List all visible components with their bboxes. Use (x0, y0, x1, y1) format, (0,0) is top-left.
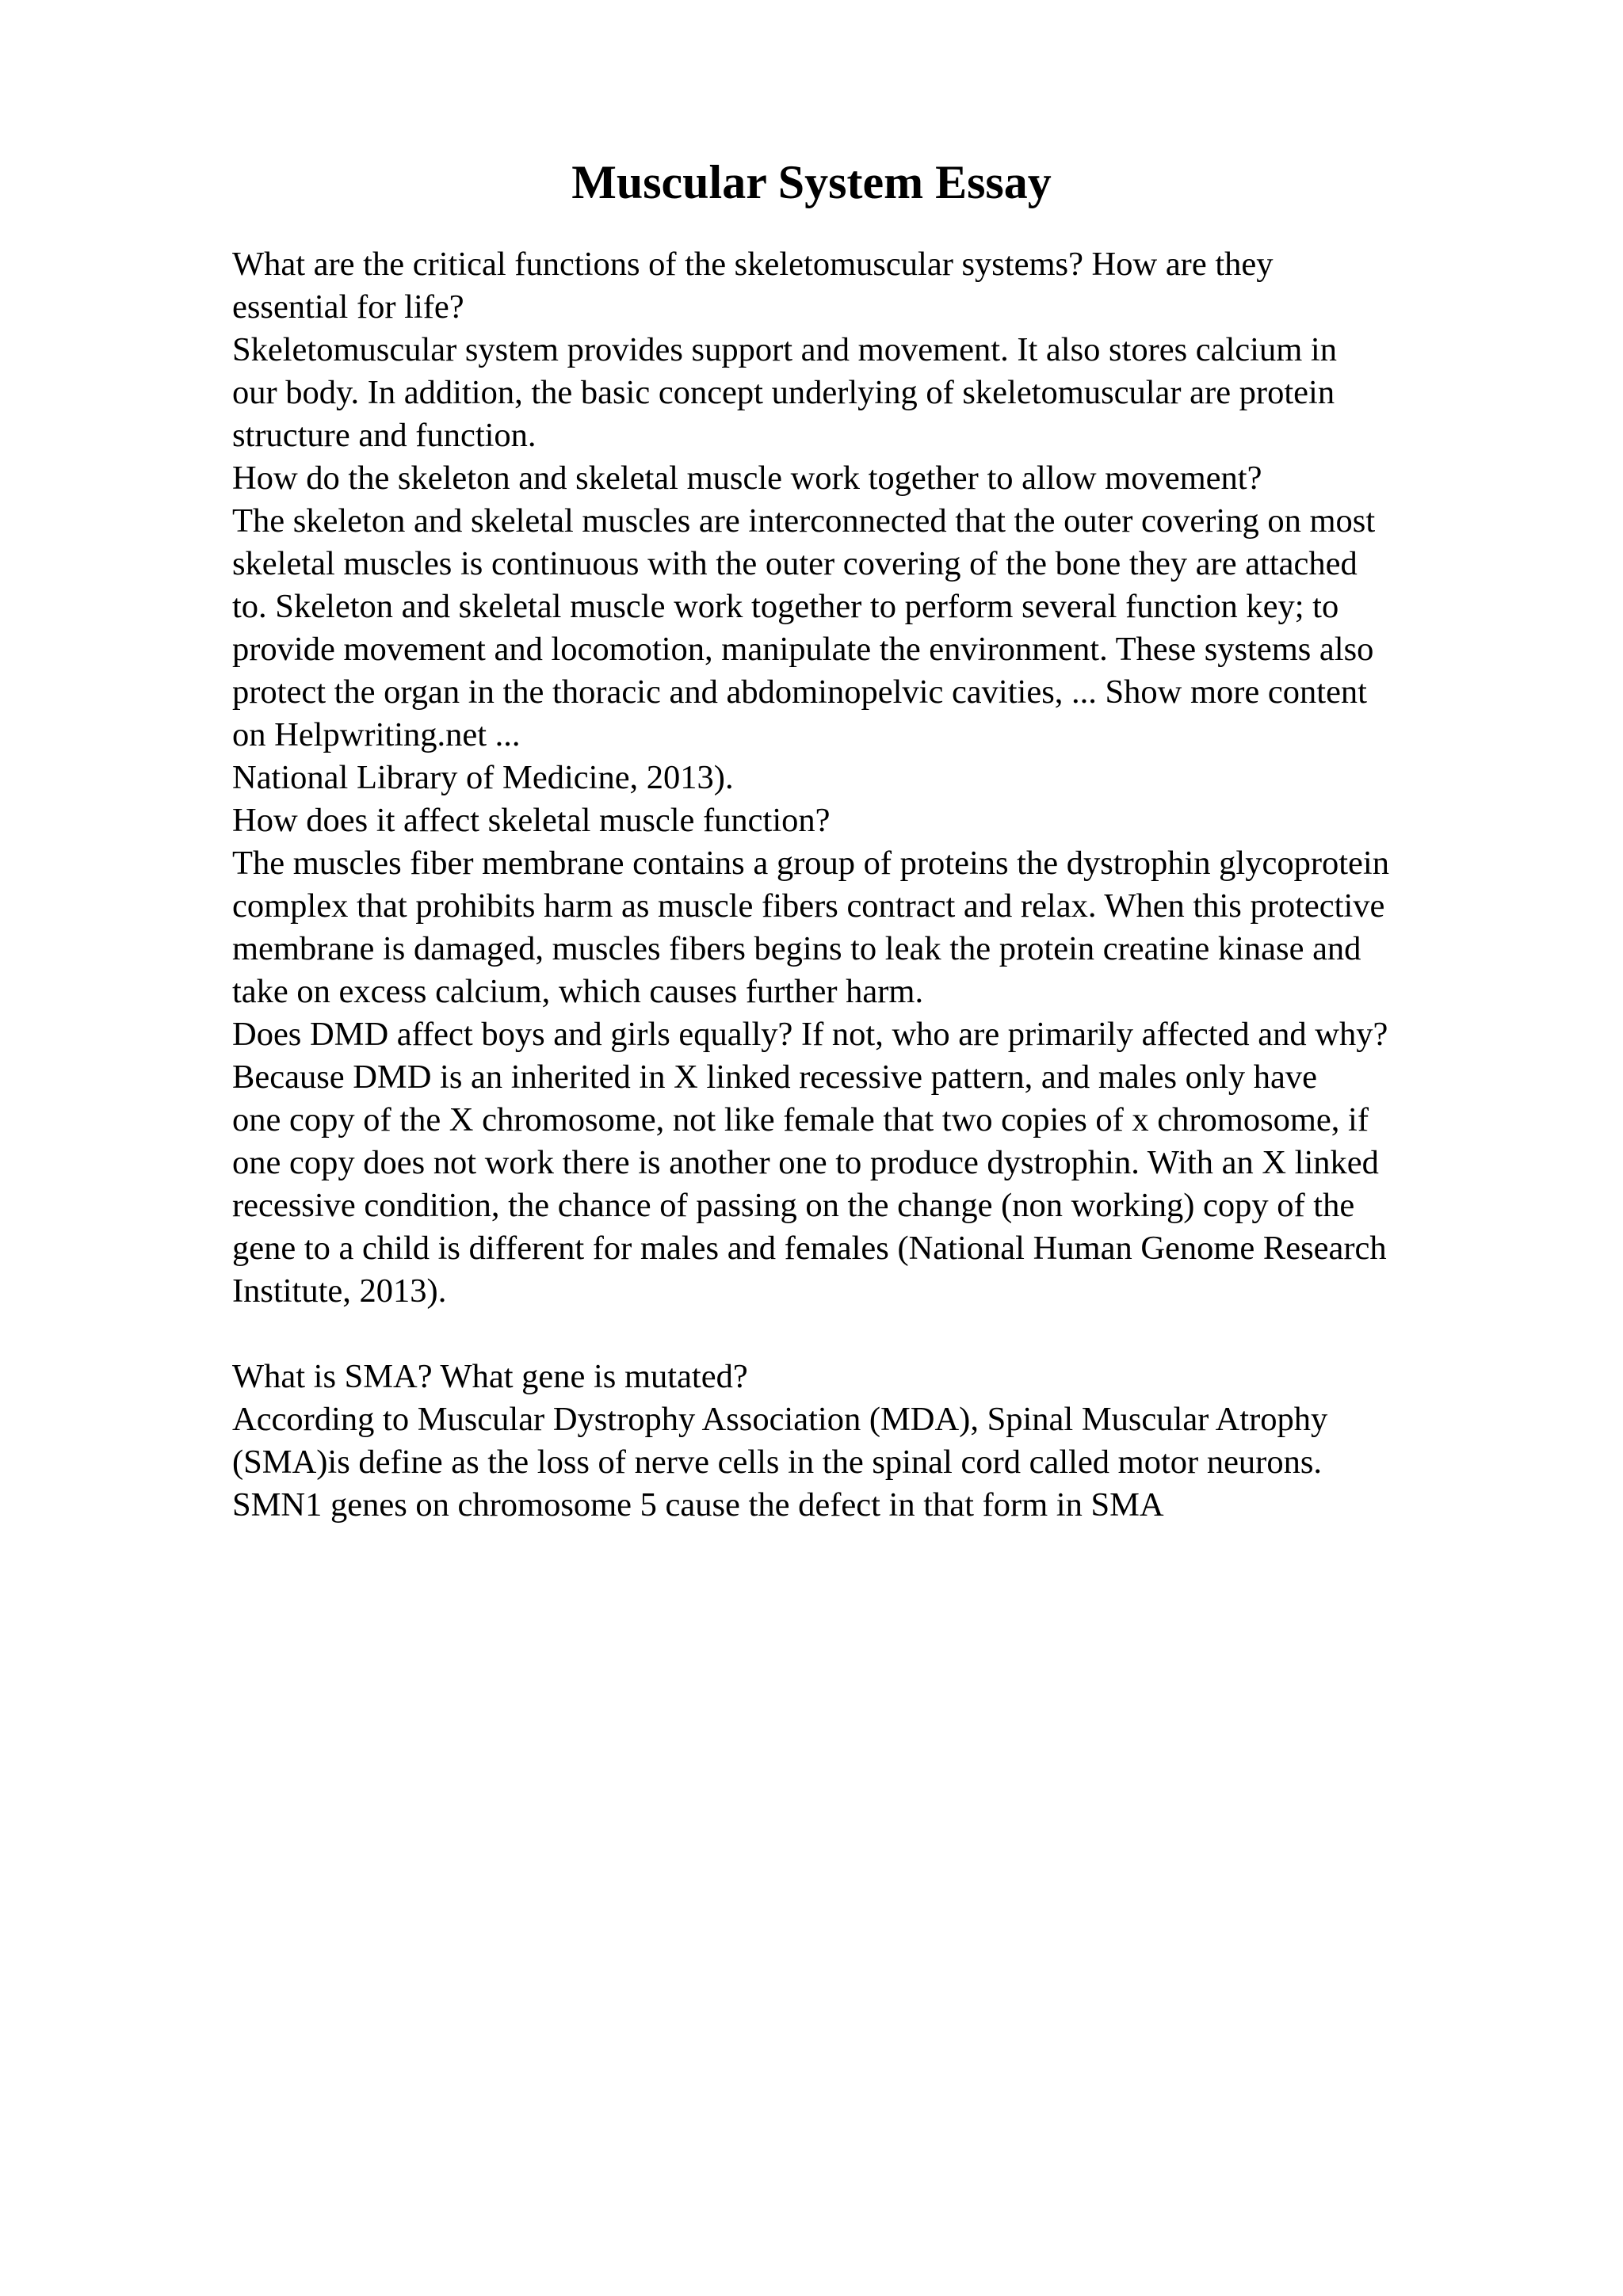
body-line: to. Skeleton and skeletal muscle work together to perform several function key; to (232, 588, 1339, 625)
blank-line (232, 1313, 1532, 1356)
document-title: Muscular System Essay (571, 156, 1052, 208)
body-line: What is SMA? What gene is mutated? (232, 1358, 748, 1395)
body-line: one copy of the X chromosome, not like female that two copies of x chromosome, if (232, 1101, 1369, 1138)
body-line: on Helpwriting.net ... (232, 716, 521, 753)
body-line: skeletal muscles is continuous with the outer covering of the bone they are attached (232, 545, 1358, 582)
body-line: one copy does not work there is another one to produce dystrophin. With an X linked (232, 1144, 1379, 1181)
body-line: Because DMD is an inherited in X linked recessive pattern, and males only have (232, 1058, 1318, 1096)
body-line: membrane is damaged, muscles fibers begins to leak the protein creatine kinase and (232, 930, 1361, 967)
body-line: (SMA)is define as the loss of nerve cells in the spinal cord called motor neurons. (232, 1444, 1323, 1481)
body-line: Institute, 2013). (232, 1272, 447, 1310)
document-body (232, 243, 1532, 1527)
body-line: Skeletomuscular system provides support and movement. It also stores calcium in (232, 331, 1337, 368)
body-line: take on excess calcium, which causes further harm. (232, 973, 924, 1010)
body-line: The skeleton and skeletal muscles are interconnected that the outer covering on most (232, 502, 1376, 540)
body-line: National Library of Medicine, 2013). (232, 759, 734, 796)
body-line: essential for life? (232, 288, 464, 326)
body-line: SMN1 genes on chromosome 5 cause the defect in that form in SMA (232, 1486, 1164, 1524)
body-line: What are the critical functions of the skeletomuscular systems? How are they (232, 246, 1274, 283)
body-line: Does DMD affect boys and girls equally? If not, who are primarily affected and why? (232, 1016, 1388, 1053)
body-line: structure and function. (232, 417, 537, 454)
body-line: How do the skeleton and skeletal muscle work together to allow movement? (232, 460, 1262, 497)
body-line: gene to a child is different for males and females (National Human Genome Research (232, 1230, 1387, 1267)
body-line: recessive condition, the chance of passing on the change (non working) copy of the (232, 1187, 1355, 1224)
body-line: How does it affect skeletal muscle function? (232, 802, 831, 839)
body-line: protect the organ in the thoracic and abdominopelvic cavities, ... Show more content (232, 673, 1367, 711)
body-line: complex that prohibits harm as muscle fibers contract and relax. When this protective (232, 887, 1385, 925)
body-line: our body. In addition, the basic concept underlying of skeletomuscular are protein (232, 374, 1335, 411)
body-line: provide movement and locomotion, manipulate the environment. These systems also (232, 631, 1374, 668)
body-line: According to Muscular Dystrophy Association (MDA), Spinal Muscular Atrophy (232, 1401, 1328, 1438)
body-line: The muscles fiber membrane contains a group of proteins the dystrophin glycoprotein (232, 845, 1389, 882)
